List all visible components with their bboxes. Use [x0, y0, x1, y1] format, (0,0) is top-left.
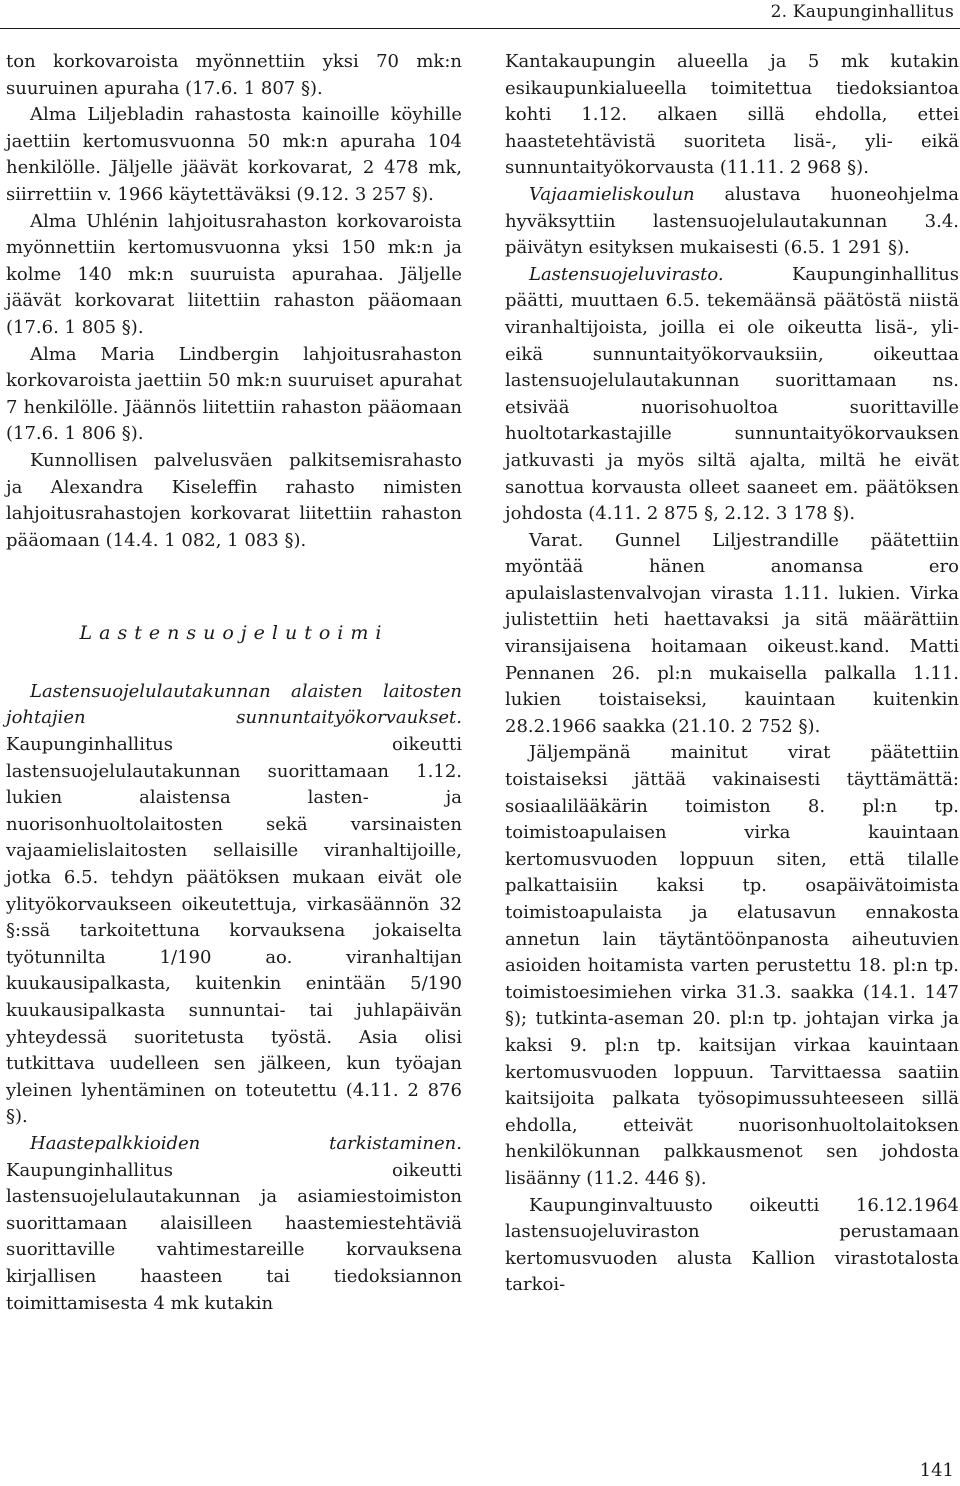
paragraph	[6, 679, 462, 1131]
page-number: 141	[919, 1460, 954, 1481]
paragraph-heading: Vajaamieliskoulun	[529, 183, 695, 205]
paragraph: Alma Liljebladin rahastosta kainoille köyhille jaettiin kertomusvuonna 50 mk:n apuraha 104 henkilölle. Jäljelle jäävät korkovarat, 2 478 mk, siirrettiin v. 1966 käytettäväksi (9.12. 3 257 §).	[6, 104, 462, 205]
paragraph: Kunnollisen palvelusväen palkitsemisrahasto ja Alexandra Kiseleffin rahasto nimisten lahjoitusrahastojen korkovarat liitettiin rahaston pääomaan (14.4. 1 082, 1 083 §).	[6, 449, 462, 551]
paragraph	[6, 1131, 462, 1317]
running-head: 2. Kaupunginhallitus	[770, 2, 954, 22]
paragraph: Kaupunginvaltuusto oikeutti 16.12.1964 lastensuojeluviraston perustamaan kertomusvuoden alusta Kallion virastotalosta tarkoi-	[505, 1194, 959, 1296]
header-rule	[0, 28, 960, 29]
right-column	[505, 49, 959, 1299]
paragraph-heading: Lastensuojelulautakunnan alaisten laitosten johtajien sunnuntaityökorvaukset.	[6, 680, 462, 729]
section-title: Lastensuojelutoimi	[79, 622, 389, 645]
paragraph	[505, 262, 959, 528]
paragraph-text: Kaupunginhallitus oikeutti lastensuojelulautakunnan suorittamaan 1.12. lukien alaistensa lasten- ja nuorisonhuoltolaitosten sekä varsinaisten vajaamielislaitosten sellaisille viranhaltijoille, jotka 6.5. tehdyn päätöksen mukaan eivät ole ylityökorvaukseen oikeutettuja, virkasäännön 32 §:ssä tarkoitettuna korvauksena jokaiselta työtunnilta 1/190 ao. viranhaltijan kuukausipalkasta, kuitenkin enintään 5/190 kuukausipalkasta sunnuntai- tai juhlapäivän yhteydessä suoritetusta työstä. Asia olisi tutkittava uudelleen sen jälkeen, kun työajan yleinen lyhentäminen on toteutettu (4.11. 2 876 §).	[6, 734, 462, 1128]
left-column	[6, 49, 462, 1317]
paragraph-text: Kaupunginhallitus päätti, muuttaen 6.5. tekemäänsä päätöstä niistä viranhaltijoista, joilla ei ole oikeutta lisä-, yli- eikä sunnuntaityökorvauksiin, oikeuttaa lastensuojelulautakunnan suorittamaan ns. etsivää nuorisohuoltoa suorittaville huoltotarkastajille sunnuntaityökorvauksen jatkuvasti ja myös siltä ajalta, miltä he eivät sanottua korvausta olleet saaneet em. päätöksen johdosta (4.11. 2 875 §, 2.12. 3 178 §).	[505, 263, 959, 525]
paragraph: Alma Uhlénin lahjoitusrahaston korkovaroista myönnettiin kertomusvuonna yksi 150 mk:n ja kolme 140 mk:n suuruista apurahaa. Jäljelle jäävät korkovarat liitettiin rahaston pääomaan (17.6. 1 805 §).	[6, 210, 462, 338]
paragraph: Alma Maria Lindbergin lahjoitusrahaston korkovaroista jaettiin 50 mk:n suuruiset apurahat 7 henkilölle. Jäännös liitettiin rahaston pääomaan (17.6. 1 806 §).	[6, 343, 462, 445]
paragraph: ton korkovaroista myönnettiin yksi 70 mk:n suuruinen apuraha (17.6. 1 807 §).	[6, 51, 462, 99]
paragraph-text: Kaupunginhallitus oikeutti lastensuojelulautakunnan ja asiamiestoimiston suorittamaan alaisilleen haastemiestehtäviä suorittaville vahtimestareille korvauksena kirjallisen haasteen tai tiedoksiannon toimittamisesta 4 mk kutakin	[6, 1159, 462, 1314]
paragraph: Varat. Gunnel Liljestrandille päätettiin myöntää hänen anomansa ero apulaislastenvalvojan virasta 1.11. lukien. Virka julistettiin heti haettavaksi ja sitä määrättiin viransijaisena hoitamaan oikeust.kand. Matti Pennanen 26. pl:n mukaisella palkalla 1.11. lukien toistaiseksi, kauintaan kuitenkin 28.2.1966 saakka (21.10. 2 752 §).	[505, 529, 959, 737]
paragraph: Jäljempänä mainitut virat päätettiin toistaiseksi jättää vakinaisesti täyttämättä: sosiaalilääkärin toimiston 8. pl:n tp. toimistoapulaisen virka kauintaan kertomusvuoden loppuun siten, että tilalle palkattaisiin kaksi tp. osapäivätoimista toimistoapulaista ja elatusavun ennakosta annetun lain täytäntöönpanosta aiheutuvien asioiden hoitamista varten perustettu 18. pl:n tp. toimistoesimiehen virka 31.3. saakka (14.1. 147 §); tutkinta-aseman 20. pl:n tp. johtajan virka ja kaksi 9. pl:n tp. kaitsijan virkaa kauintaan kertomusvuoden loppuun. Tarvittaessa saatiin kaitsijoita palkata työsopimussuhteeseen sillä ehdolla, etteivät nuorisonhuoltolaitoksen henkilökunnan palkkausmenot sen johdosta lisäänny (11.2. 446 §).	[505, 742, 959, 1189]
paragraph: Kantakaupungin alueella ja 5 mk kutakin esikaupunkialueella toimitettua tiedoksiantoa kohti 1.12. alkaen sillä ehdolla, ettei haastetehtävistä suoriteta lisä-, yli- eikä sunnuntaityökorvausta (11.11. 2 968 §).	[505, 51, 959, 179]
paragraph-heading: Lastensuojeluvirasto.	[529, 263, 724, 285]
paragraph-text: alustava huoneohjelma hyväksyttiin lastensuojelulautakunnan 3.4. päivätyn esityksen mukaisesti (6.5. 1 291 §).	[505, 183, 959, 259]
paragraph	[505, 182, 959, 262]
paragraph-heading: Haastepalkkioiden tarkistaminen.	[30, 1132, 462, 1154]
